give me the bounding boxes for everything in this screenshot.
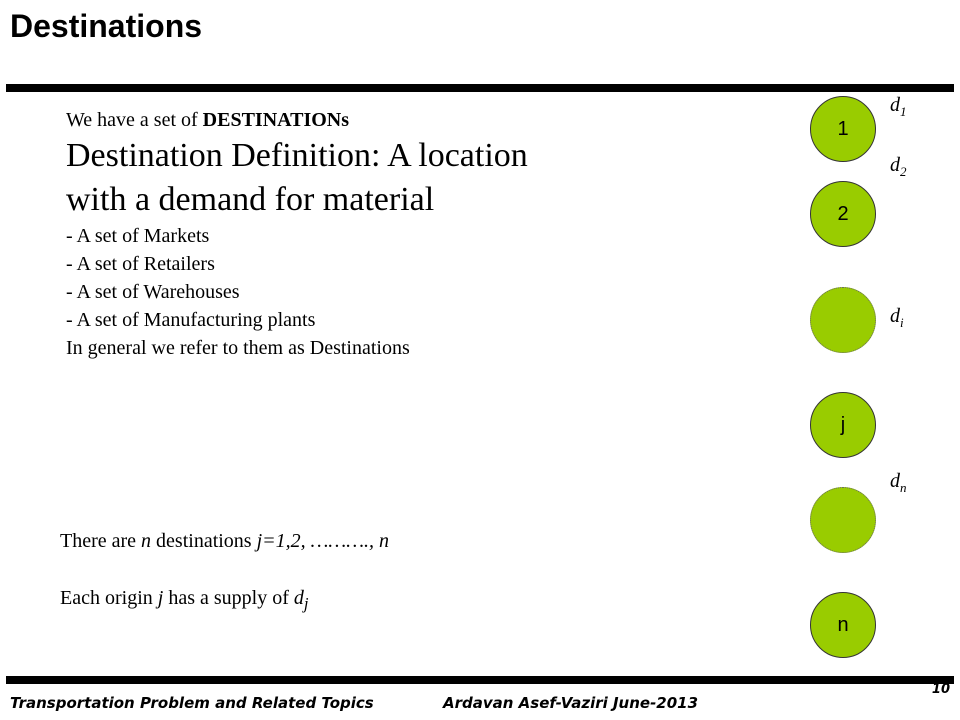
footer-author: Ardavan Asef-Vaziri June-2013 xyxy=(443,694,699,712)
destination-count-line: There are n destinations j=1,2, ………., n xyxy=(60,530,390,552)
bottom-divider xyxy=(6,676,954,684)
demand-label-d2: $d_2$ xyxy=(890,154,907,179)
destination-node-blank xyxy=(810,487,876,553)
intro-line: We have a set of DESTINATIONs xyxy=(66,109,350,131)
top-divider xyxy=(6,84,954,92)
bullet-retailers: - A set of Retailers xyxy=(66,253,215,275)
page-title: Destinations xyxy=(10,8,203,44)
demand-label-d1: $d_1$ xyxy=(890,94,907,119)
supply-line: Each origin j has a supply of $d_j$ xyxy=(60,587,309,613)
demand-label-di: $d_i$ xyxy=(890,305,904,330)
demand-label-dn: $d_n$ xyxy=(890,470,907,495)
destination-node-2: 2 xyxy=(810,181,876,247)
bullet-markets: - A set of Markets xyxy=(66,225,210,247)
intro-bold: DESTINATIONs xyxy=(202,109,350,131)
page-number: 10 xyxy=(931,682,950,697)
bullet-warehouses: - A set of Warehouses xyxy=(66,281,240,303)
footer-course: Transportation Problem and Related Topics xyxy=(10,694,374,712)
definition-line-1: Destination Definition: A location xyxy=(66,137,528,174)
definition-line-2: with a demand for material xyxy=(66,181,435,218)
destination-node-1: 1 xyxy=(810,96,876,162)
bullet-manufacturing: - A set of Manufacturing plants xyxy=(66,309,316,331)
destination-node-n: n xyxy=(810,592,876,658)
slide-body xyxy=(66,106,786,362)
destination-node-j: j xyxy=(810,392,876,458)
general-line: In general we refer to them as Destinations xyxy=(66,337,410,359)
destination-node-i xyxy=(810,287,876,353)
